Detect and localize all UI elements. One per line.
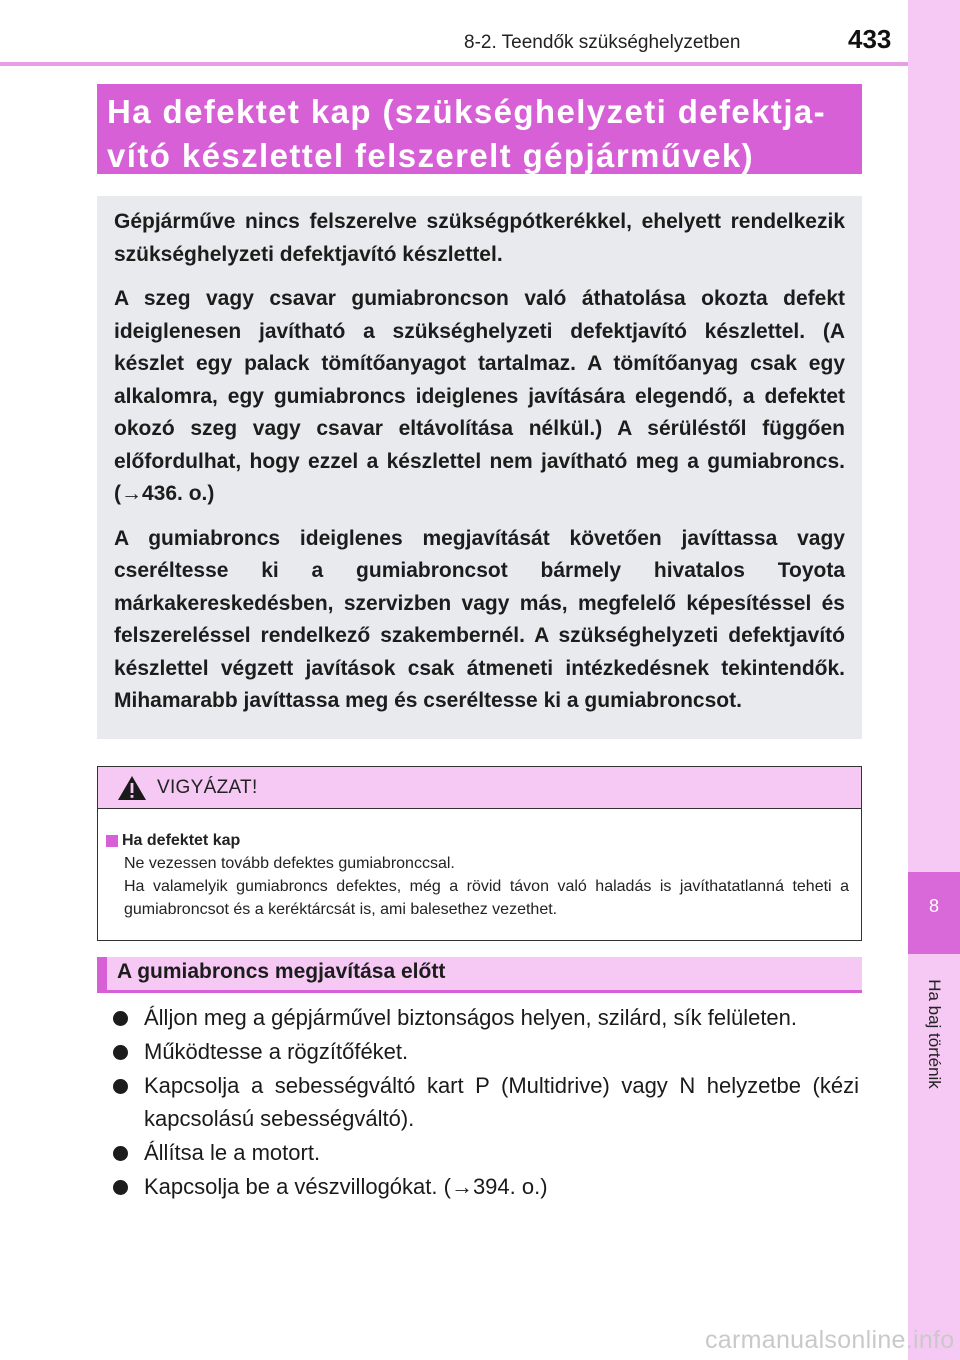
warning-subheading [106,829,849,852]
list-item-ref: 394. o.) [472,1174,548,1199]
list-item [113,1035,859,1068]
header-section-title: 8-2. Teendők szükséghelyzetben [464,32,741,53]
list-item [113,1001,859,1034]
reference-arrow-icon: → [121,482,142,505]
list-item [113,1170,859,1203]
bullet-list [113,1001,859,1204]
header-rule [0,62,908,66]
section-title: A gumiabroncs megjavítása előtt [117,960,446,983]
watermark: carmanualsonline.info [705,1326,955,1354]
list-item-text-main: Kapcsolja be a vészvillogókat. ( [144,1174,451,1199]
warning-title: VIGYÁZAT! [157,777,258,798]
list-item-text: Állítsa le a motort. [144,1140,321,1165]
bullet-dot-icon [113,1011,128,1026]
intro-paragraph-2 [114,283,845,511]
warning-triangle-icon [117,775,147,801]
chapter-label: Ha baj történik [925,979,944,1089]
section-header [97,957,862,993]
bullet-dot-icon [113,1079,128,1094]
warning-body [98,809,861,921]
square-bullet-icon [106,835,118,847]
bullet-dot-icon [113,1146,128,1161]
title-line-1: Ha defektet kap (szükséghelyzeti defektja- [107,93,827,130]
intro-paragraph-3: A gumiabroncs ideiglenes megjavítását követően javíttassa vagy cseréltesse ki a gumiabroncsot bármely hivatalos Toyota márkakereskedésben, szervizben vagy más, megfelelő képesítéssel és felszereléssel rendelkező szakembernél. A szükséghelyzeti defektjavító készlettel végzett javítások csak átmeneti intézkedésnek tekintendők. Mihamarabb javíttassa meg és cseréltesse ki a gumiabroncsot. [114,526,845,712]
warning-subheading-text: Ha defektet kap [122,832,241,849]
title-banner [97,84,862,174]
page-number: 433 [848,24,892,54]
bullet-dot-icon [113,1180,128,1195]
warning-line-2: Ha valamelyik gumiabroncs defektes, még a rövid távon való haladás is javíthatatlanná teheti a gumiabroncsot és a keréktárcsát is, ami balesethez vezethet. [124,878,849,918]
warning-header [98,767,861,809]
warning-box [97,766,862,941]
title-line-2: vító készlettel felszerelt gépjárművek) [107,137,755,174]
list-item-text: Kapcsolja a sebességváltó kart P (Multidrive) vagy N helyzetbe (kézi kapcsolású sebességváltó). [144,1073,859,1131]
bullet-dot-icon [113,1045,128,1060]
chapter-side-tab [908,0,960,1360]
list-item-text: Álljon meg a gépjárművel biztonságos helyen, szilárd, sík felületen. [144,1005,798,1030]
intro-paragraph-1: Gépjárműve nincs felszerelve szükségpótkerékkel, ehelyett rendelkezik szükséghelyzeti defektjavító készlettel. [114,210,845,266]
intro-box [97,196,862,739]
chapter-number: 8 [928,896,939,916]
list-item-text [144,1170,859,1203]
warning-line-1: Ne vezessen tovább defektes gumiabronccsal. [124,855,455,872]
list-item [113,1069,859,1135]
list-item [113,1136,859,1169]
reference-arrow-icon: → [450,1174,473,1199]
list-item-text: Működtesse a rögzítőféket. [144,1039,409,1064]
intro-paragraph-2-text: A szeg vagy csavar gumiabroncson való áthatolása okozta defekt ideiglenesen javítható a szükséghelyzeti defektjavító készlettel. (A készlet egy palack tömítőanyagot tartalmaz. A tömítőanyag csak egy alkalomra, egy gumiabroncs ideiglenes javítására elegendő, a defektet okozó szeg vagy csavar eltávolítása nélkül.) A sérüléstől függően előfordulhat, hogy ezzel a készlettel nem javítható meg a gumiabroncs. ( [114,287,845,505]
intro-paragraph-2-ref: 436. o.) [142,482,215,505]
